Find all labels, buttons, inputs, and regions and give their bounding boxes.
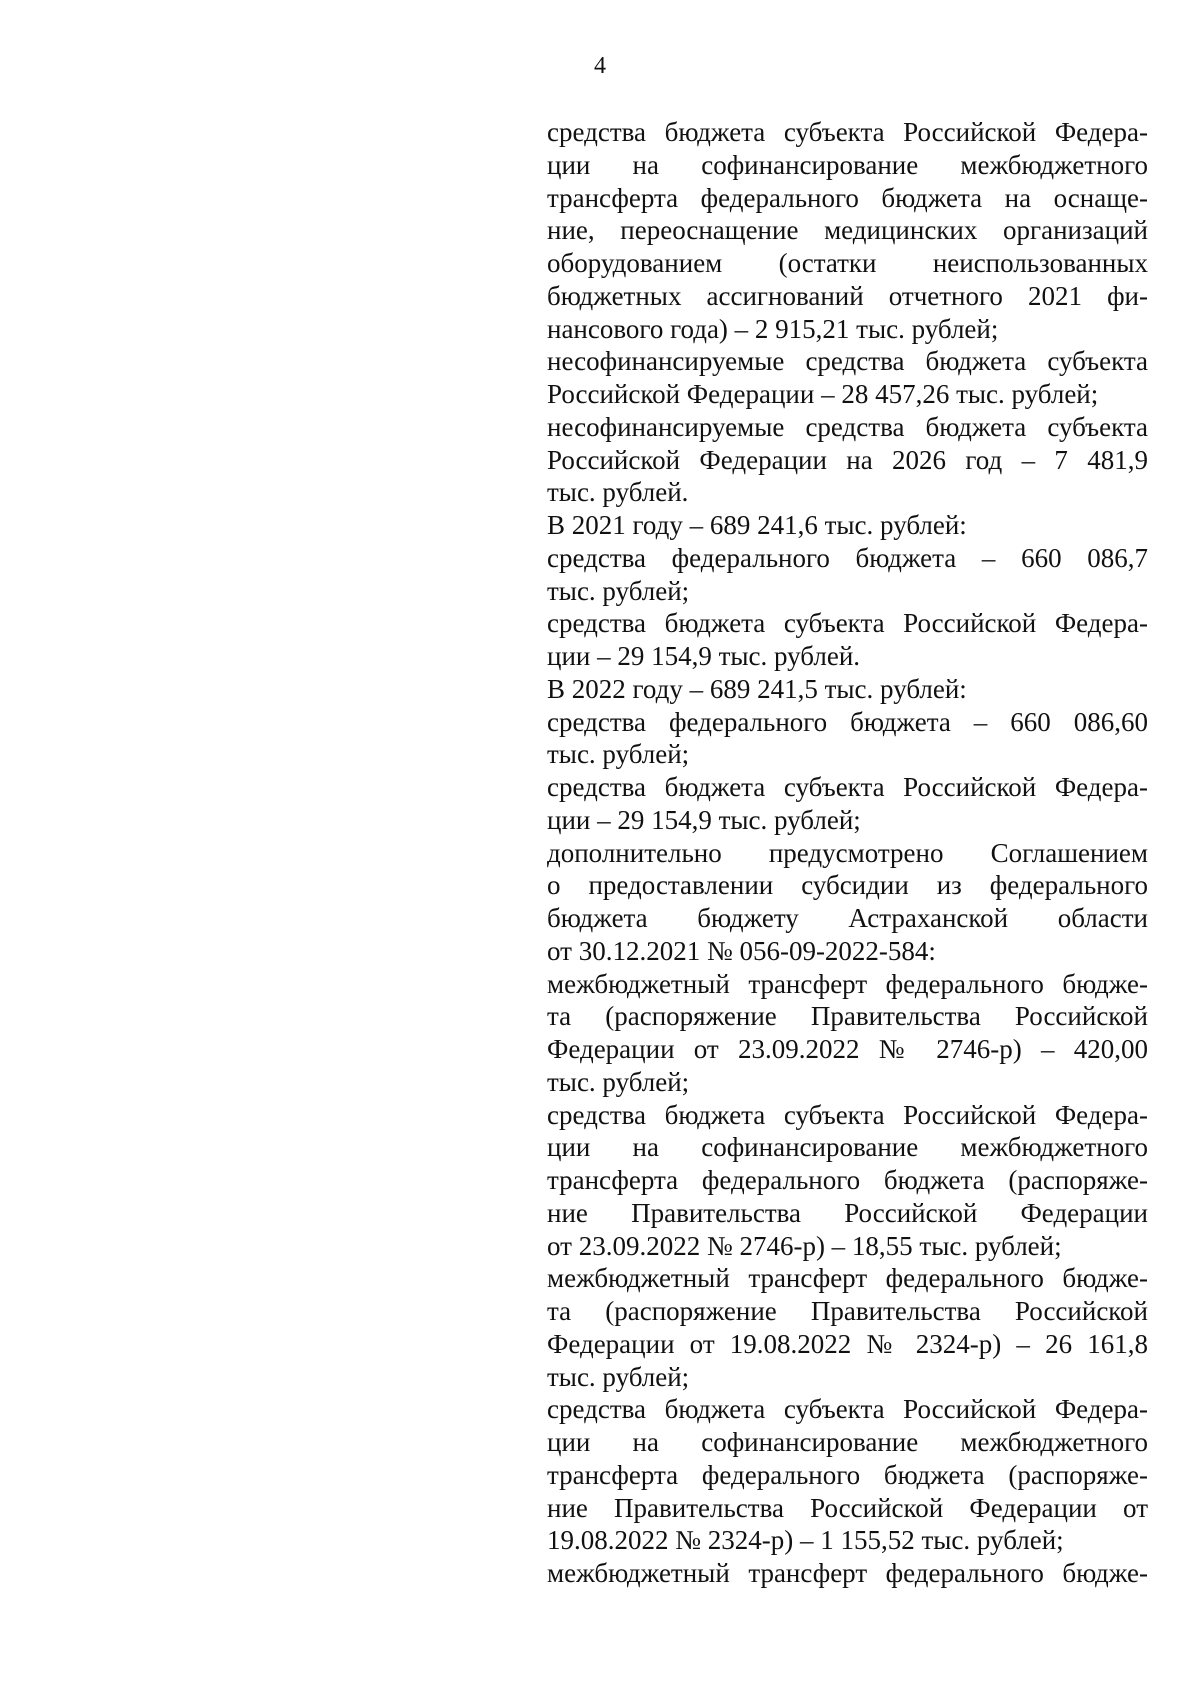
text-line: тыс. рублей; — [547, 575, 690, 606]
text-line: межбюджетный трансферт федерального бюдже- — [547, 1558, 1148, 1588]
text-line: тыс. рублей. — [547, 477, 689, 508]
text-line: трансферта федерального бюджета на оснаще- — [547, 182, 1148, 213]
text-line: Российской Федерации на 2026 год – 7 481,9 — [547, 444, 1148, 475]
text-line: та (распоряжение Правительства Российской — [547, 1296, 1148, 1326]
text-line: тыс. рублей; — [547, 1361, 690, 1392]
text-line: средства бюджета субъекта Российской Федера- — [547, 117, 1148, 147]
text-line: ние Правительства Российской Федерации от — [547, 1492, 1148, 1523]
text-line: средства федерального бюджета – 660 086,60 — [547, 706, 1148, 737]
text-line: ние, переоснащение медицинских организаций — [547, 215, 1148, 246]
text-line: средства бюджета субъекта Российской Федера- — [547, 1099, 1148, 1130]
text-line: тыс. рублей; — [547, 1066, 690, 1097]
text-line: средства бюджета субъекта Российской Федера- — [547, 1394, 1148, 1425]
text-line: средства федерального бюджета – 660 086,7 — [547, 542, 1148, 573]
text-line: тыс. рублей; — [547, 739, 690, 770]
text-line: от 23.09.2022 № 2746-р) – 18,55 тыс. рублей; — [547, 1230, 1062, 1261]
text-line: трансферта федерального бюджета (распоряже- — [547, 1459, 1148, 1490]
text-line: о предоставлении субсидии из федерального — [547, 870, 1148, 901]
document-body — [547, 116, 1148, 1590]
text-line: оборудованием (остатки неиспользованных — [547, 248, 1148, 278]
text-line: нансового года) – 2 915,21 тыс. рублей; — [547, 313, 999, 344]
text-line: 19.08.2022 № 2324-р) – 1 155,52 тыс. рублей; — [547, 1525, 1064, 1556]
text-line: В 2021 году – 689 241,6 тыс. рублей: — [547, 510, 967, 540]
text-line: ции – 29 154,9 тыс. рублей; — [547, 804, 861, 835]
text-line: Федерации от 23.09.2022 № 2746-р) – 420,00 — [547, 1034, 1148, 1064]
text-line: та (распоряжение Правительства Российской — [547, 1001, 1148, 1032]
page-number: 4 — [594, 53, 606, 79]
text-line: ции на софинансирование межбюджетного — [547, 1132, 1148, 1163]
text-line: Федерации от 19.08.2022 № 2324-р) – 26 161,8 — [547, 1328, 1148, 1359]
text-line: Российской Федерации – 28 457,26 тыс. рублей; — [547, 379, 1099, 409]
text-line: бюджетных ассигнований отчетного 2021 фи- — [547, 280, 1148, 311]
text-line: трансферта федерального бюджета (распоряже- — [547, 1165, 1148, 1195]
text-line: В 2022 году – 689 241,5 тыс. рублей: — [547, 673, 967, 704]
text-line: межбюджетный трансферт федерального бюдже- — [547, 968, 1148, 999]
text-line: несофинансируемые средства бюджета субъекта — [547, 346, 1148, 377]
text-line: ции на софинансирование межбюджетного — [547, 149, 1148, 180]
text-line: ции – 29 154,9 тыс. рублей. — [547, 641, 861, 671]
text-line: межбюджетный трансферт федерального бюдже- — [547, 1263, 1148, 1294]
text-line: средства бюджета субъекта Российской Федера- — [547, 608, 1148, 639]
text-line: от 30.12.2021 № 056-09-2022-584: — [547, 935, 936, 966]
text-line: средства бюджета субъекта Российской Федера- — [547, 772, 1148, 802]
text-line: ции на софинансирование межбюджетного — [547, 1427, 1148, 1457]
text-line: несофинансируемые средства бюджета субъекта — [547, 411, 1148, 442]
text-line: ние Правительства Российской Федерации — [547, 1197, 1148, 1228]
text-line: бюджета бюджету Астраханской области — [547, 903, 1148, 933]
text-line: дополнительно предусмотрено Соглашением — [547, 837, 1148, 868]
